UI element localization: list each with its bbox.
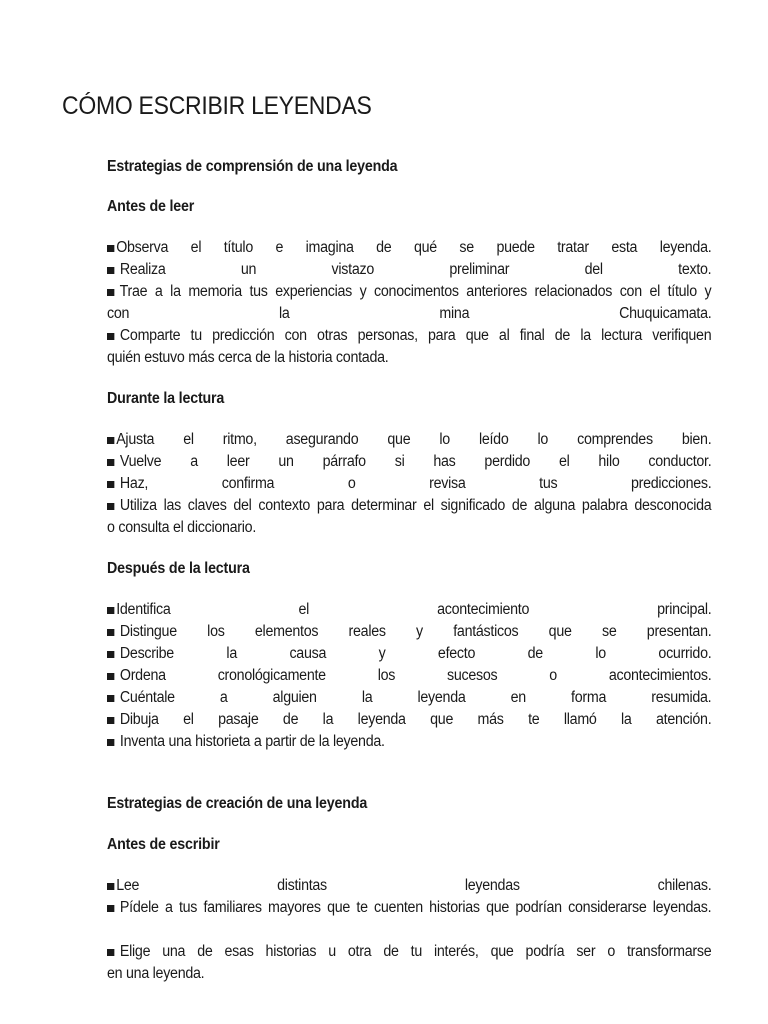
word: la	[361, 689, 373, 706]
word: Lee	[107, 875, 139, 897]
word: resumida.	[651, 689, 712, 706]
word: a	[253, 733, 266, 750]
word: memoria	[188, 283, 242, 300]
word: esas	[224, 943, 254, 960]
word: tu	[190, 327, 202, 344]
word: diccionario.	[187, 519, 257, 536]
word: tratar	[557, 239, 589, 256]
list-item	[107, 495, 711, 517]
word: una	[168, 733, 196, 750]
word: alguna	[533, 497, 576, 514]
word: si	[394, 453, 405, 470]
word: podría	[525, 943, 565, 960]
word: has	[433, 453, 456, 470]
word: título	[223, 239, 253, 256]
word: y	[704, 283, 712, 300]
word: desconocida	[634, 497, 712, 514]
square-bullet-icon	[107, 949, 114, 956]
word: a	[164, 899, 173, 916]
word: bien.	[681, 431, 712, 448]
word: la	[226, 645, 237, 662]
word: Inventa	[107, 733, 168, 750]
square-bullet-icon	[107, 883, 114, 890]
list-durante-la-lectura	[107, 429, 711, 539]
square-bullet-icon	[107, 629, 114, 636]
word: ritmo,	[222, 431, 257, 448]
word: ocurrido.	[658, 645, 712, 662]
word: de	[527, 645, 543, 662]
word: historieta	[195, 733, 254, 750]
word: Utiliza	[107, 495, 157, 517]
word: leyenda	[357, 711, 406, 728]
word: Cuéntale	[107, 687, 175, 709]
word: mina	[439, 305, 470, 322]
word: en	[107, 965, 127, 982]
word: Dibuja	[107, 709, 159, 731]
word: un	[240, 261, 257, 278]
word: Vuelve	[107, 451, 161, 473]
list-item	[107, 599, 711, 621]
word: la	[621, 711, 632, 728]
word: transformarse	[626, 943, 712, 960]
word: Trae	[107, 281, 147, 303]
word: lo	[595, 645, 606, 662]
square-bullet-icon	[107, 695, 114, 702]
word: considerarse	[568, 899, 647, 916]
word: Chuquicamata.	[619, 305, 712, 322]
word: leyenda.	[152, 965, 205, 982]
square-bullet-icon	[107, 717, 114, 724]
word: historias	[429, 899, 480, 916]
word: contexto	[258, 497, 311, 514]
word: causa	[289, 645, 327, 662]
word: de	[299, 733, 319, 750]
word: principal.	[657, 601, 712, 618]
list-item	[107, 429, 711, 451]
word: verifiquen	[652, 327, 712, 344]
word: alguien	[272, 689, 317, 706]
word: comprendes	[577, 431, 653, 448]
word: cerca	[218, 349, 256, 366]
word: de	[282, 711, 299, 728]
word: Haz,	[107, 473, 148, 495]
list-item	[107, 665, 711, 687]
word: la	[318, 733, 334, 750]
square-bullet-icon	[107, 459, 114, 466]
word: consulta	[118, 519, 173, 536]
section-heading-durante-la-lectura: Durante la lectura	[107, 390, 225, 407]
word: y	[378, 645, 386, 662]
word: claves	[187, 497, 227, 514]
word: tus	[178, 899, 198, 916]
word: una	[126, 965, 153, 982]
word: personas,	[357, 327, 418, 344]
word: cronológicamente	[217, 667, 326, 684]
word: te	[356, 899, 368, 916]
word: atención.	[656, 711, 712, 728]
word: Ajusta	[107, 429, 154, 451]
word: lectura	[601, 327, 643, 344]
word: leyenda.	[659, 239, 712, 256]
word: otra	[347, 943, 372, 960]
word: más	[188, 349, 219, 366]
word: tu	[410, 943, 422, 960]
word: con	[284, 327, 307, 344]
word: leyendas.	[652, 899, 712, 916]
list-item	[107, 709, 711, 731]
word: Describe	[107, 643, 174, 665]
word: perdido	[484, 453, 531, 470]
word: Observa	[107, 237, 168, 259]
square-bullet-icon	[107, 289, 114, 296]
word: llamó	[563, 711, 597, 728]
word: o	[107, 519, 119, 536]
word: la	[274, 349, 289, 366]
word: imagina	[305, 239, 354, 256]
list-item	[107, 473, 711, 495]
list-item	[107, 281, 711, 303]
word: las	[163, 497, 182, 514]
word: el	[298, 601, 310, 618]
word: el	[423, 497, 434, 514]
word: tus	[249, 283, 268, 300]
word: contada.	[335, 349, 389, 366]
word: para	[316, 497, 345, 514]
word: partir	[265, 733, 300, 750]
word: de	[383, 943, 399, 960]
square-bullet-icon	[107, 673, 114, 680]
list-despues-de-la-lectura	[107, 599, 711, 753]
square-bullet-icon	[107, 267, 114, 274]
word: el	[649, 283, 661, 300]
word: anteriores	[466, 283, 527, 300]
word: y	[416, 623, 423, 640]
word: los	[207, 623, 225, 640]
word: o	[607, 943, 615, 960]
word: puede	[496, 239, 535, 256]
word: Distingue	[107, 621, 177, 643]
word: a	[219, 689, 228, 706]
word: sucesos	[447, 667, 498, 684]
square-bullet-icon	[107, 481, 114, 488]
word: relacionados	[534, 283, 613, 300]
word: fantásticos	[453, 623, 519, 640]
word: la	[322, 711, 334, 728]
word: leer	[226, 453, 250, 470]
list-item-continuation	[107, 347, 711, 369]
word: cuenten	[374, 899, 423, 916]
word: estuvo	[144, 349, 189, 366]
list-item-continuation	[107, 517, 711, 539]
square-bullet-icon	[107, 739, 114, 746]
word: más	[477, 711, 504, 728]
word: preliminar	[449, 261, 510, 278]
square-bullet-icon	[107, 333, 114, 340]
word: y	[359, 283, 367, 300]
word: lo	[537, 431, 549, 448]
word: Comparte	[107, 325, 180, 347]
word: el	[558, 453, 570, 470]
word: con	[619, 283, 642, 300]
word: reales	[348, 623, 386, 640]
word: interés,	[434, 943, 479, 960]
section-heading-antes-de-leer: Antes de leer	[107, 198, 195, 215]
word: texto.	[678, 261, 712, 278]
word: de	[511, 497, 528, 514]
word: un	[278, 453, 294, 470]
word: una	[162, 943, 186, 960]
word: historia	[288, 349, 336, 366]
square-bullet-icon	[107, 437, 114, 444]
word: distintas	[277, 877, 327, 894]
section-heading-comprension: Estrategias de comprensión de una leyenda	[107, 158, 398, 175]
word: a	[190, 453, 198, 470]
word: de	[255, 349, 275, 366]
word: título	[667, 283, 697, 300]
word: predicción	[212, 327, 275, 344]
word: el	[183, 711, 194, 728]
word: leyenda.	[333, 733, 385, 750]
list-item	[107, 451, 711, 473]
square-bullet-icon	[107, 607, 114, 614]
word: que	[430, 711, 454, 728]
word: quién	[107, 349, 145, 366]
list-item-continuation	[107, 919, 711, 941]
word: leyendas	[464, 877, 520, 894]
word: acontecimientos.	[608, 667, 712, 684]
word: experiencias	[275, 283, 352, 300]
word: esta	[611, 239, 638, 256]
word: párrafo	[322, 453, 366, 470]
word: que	[465, 327, 489, 344]
word: forma	[571, 689, 607, 706]
word: confirma	[221, 475, 275, 492]
square-bullet-icon	[107, 503, 114, 510]
list-item	[107, 259, 711, 281]
word: revisa	[429, 475, 466, 492]
section-heading-despues-de-la-lectura: Después de la lectura	[107, 560, 250, 577]
word: presentan.	[646, 623, 712, 640]
list-item	[107, 621, 711, 643]
word: te	[528, 711, 540, 728]
word: de	[376, 239, 392, 256]
word: significado	[440, 497, 506, 514]
word: determinar	[351, 497, 417, 514]
word: mayores	[268, 899, 321, 916]
word: Identifica	[107, 599, 171, 621]
word: de	[554, 327, 571, 344]
section-heading-creacion: Estrategias de creación de una leyenda	[107, 795, 368, 812]
word: predicciones.	[630, 475, 712, 492]
word: leyenda	[417, 689, 466, 706]
word: conductor.	[648, 453, 712, 470]
list-item	[107, 643, 711, 665]
word: palabra	[581, 497, 628, 514]
word: al	[498, 327, 510, 344]
word: o	[549, 667, 557, 684]
word: para	[428, 327, 456, 344]
word: que	[490, 943, 514, 960]
word: Pídele	[107, 897, 159, 919]
word: del	[233, 497, 252, 514]
word: pasaje	[218, 711, 259, 728]
word: el	[190, 239, 202, 256]
word: se	[601, 623, 617, 640]
word: se	[459, 239, 474, 256]
list-item	[107, 325, 711, 347]
word: asegurando	[285, 431, 359, 448]
word: la	[170, 283, 181, 300]
list-item	[107, 687, 711, 709]
word: del	[584, 261, 603, 278]
word: con	[107, 305, 130, 322]
list-item	[107, 731, 711, 753]
word: en	[510, 689, 526, 706]
word: la	[279, 305, 290, 322]
word: chilenas.	[657, 877, 712, 894]
list-item	[107, 875, 711, 897]
word: tus	[539, 475, 558, 492]
word: conocimentos	[374, 283, 459, 300]
word: el	[183, 431, 194, 448]
word: historias	[265, 943, 317, 960]
word: Elige	[107, 941, 150, 963]
list-item	[107, 897, 711, 919]
word: efecto	[437, 645, 476, 662]
word: leído	[478, 431, 509, 448]
word: podrían	[515, 899, 562, 916]
word: que	[387, 431, 411, 448]
square-bullet-icon	[107, 905, 114, 912]
word: los	[377, 667, 396, 684]
list-item	[107, 237, 711, 259]
list-item-continuation	[107, 963, 711, 985]
word: hilo	[598, 453, 620, 470]
word: final	[519, 327, 545, 344]
word: ser	[576, 943, 596, 960]
word: familiares	[203, 899, 262, 916]
word: el	[172, 519, 188, 536]
square-bullet-icon	[107, 651, 114, 658]
list-item	[107, 941, 711, 963]
list-antes-de-leer	[107, 237, 711, 369]
word: o	[347, 475, 356, 492]
list-item-continuation	[107, 303, 711, 325]
word: elementos	[254, 623, 319, 640]
word: u	[328, 943, 336, 960]
word: lo	[439, 431, 450, 448]
word: otras	[317, 327, 348, 344]
section-heading-antes-de-escribir: Antes de escribir	[107, 836, 220, 853]
word: vistazo	[331, 261, 375, 278]
word: a	[154, 283, 163, 300]
word: acontecimiento	[437, 601, 530, 618]
word: que	[486, 899, 510, 916]
word: que	[548, 623, 572, 640]
word: Ordena	[107, 665, 166, 687]
word: la	[580, 327, 591, 344]
page-title: CÓMO ESCRIBIR LEYENDAS	[62, 92, 372, 120]
word: e	[275, 239, 284, 256]
word: de	[197, 943, 213, 960]
word: qué	[413, 239, 437, 256]
word: que	[327, 899, 351, 916]
list-antes-de-escribir	[107, 875, 711, 985]
word: Realiza	[107, 259, 166, 281]
square-bullet-icon	[107, 245, 114, 252]
